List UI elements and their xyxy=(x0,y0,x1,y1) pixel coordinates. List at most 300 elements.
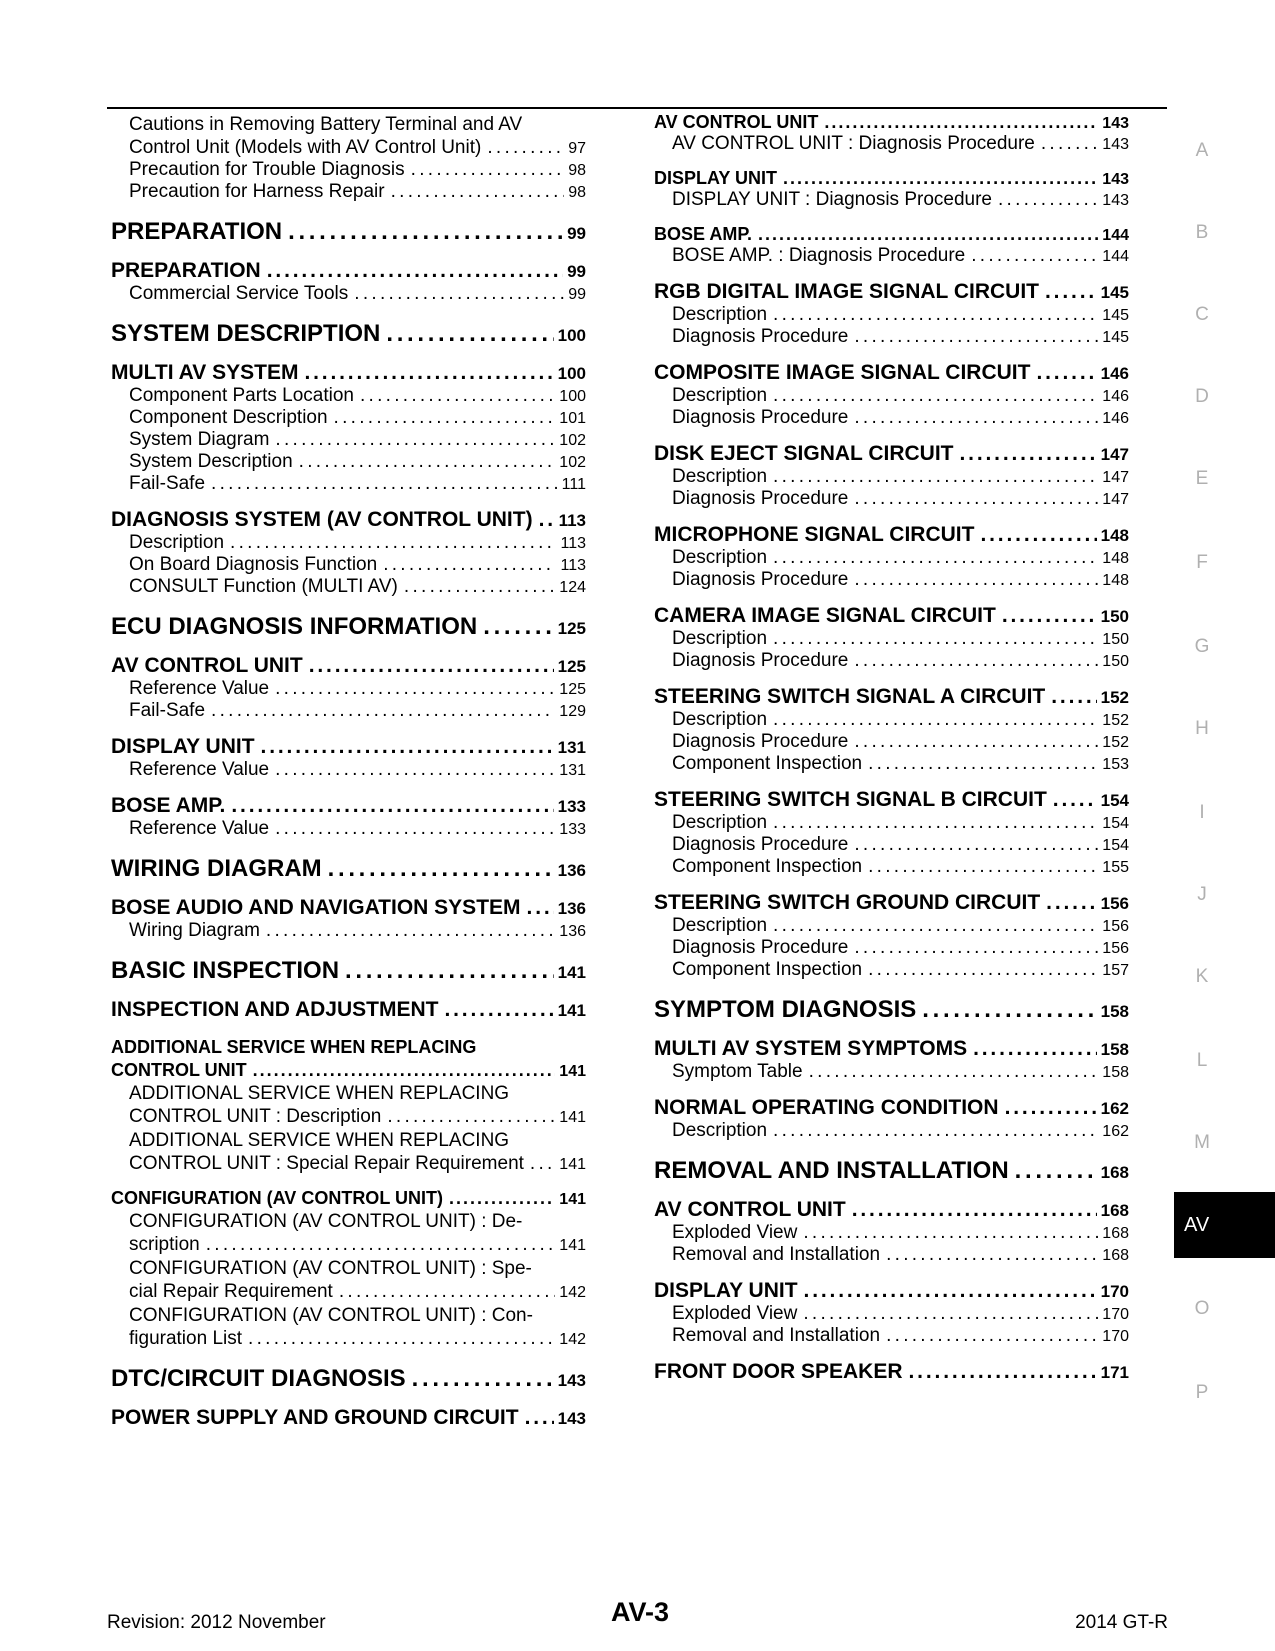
toc-leader-dots xyxy=(449,1188,555,1209)
toc-leader-dots xyxy=(387,1106,555,1128)
toc-entry-title: BOSE AUDIO AND NAVIGATION SYSTEM xyxy=(111,896,521,919)
toc-entry-title: RGB DIGITAL IMAGE SIGNAL CIRCUIT xyxy=(654,280,1040,303)
toc-entry[interactable] xyxy=(654,523,1129,547)
toc-leader-dots xyxy=(773,547,1098,569)
toc-entry[interactable] xyxy=(111,218,586,246)
toc-entry-title: SYMPTOM DIAGNOSIS xyxy=(654,996,917,1023)
toc-entry[interactable] xyxy=(111,576,586,598)
toc-entry[interactable] xyxy=(111,451,586,473)
toc-page-number: 142 xyxy=(559,1284,586,1301)
toc-leader-dots xyxy=(231,794,553,818)
toc-leader-dots xyxy=(539,508,555,532)
toc-page-number: 131 xyxy=(557,738,586,757)
toc-page-number: 148 xyxy=(1100,526,1129,545)
toc-leader-dots xyxy=(773,915,1098,937)
toc-leader-dots xyxy=(211,473,558,495)
toc-entry-title: Diagnosis Procedure xyxy=(672,569,849,590)
toc-entry-title: Diagnosis Procedure xyxy=(672,407,849,428)
toc-entry-title: Exploded View xyxy=(672,1222,798,1243)
toc-entry-title: CONSULT Function (MULTI AV) xyxy=(129,576,398,597)
toc-page-number: 157 xyxy=(1102,962,1129,979)
toc-entry[interactable] xyxy=(111,181,586,203)
toc-leader-dots xyxy=(854,326,1098,348)
toc-entry-title: Component Description xyxy=(129,407,328,428)
toc-page-number: 147 xyxy=(1100,445,1129,464)
toc-entry[interactable] xyxy=(654,1244,1129,1266)
toc-page-number: 142 xyxy=(559,1331,586,1348)
toc-entry-title: Diagnosis Procedure xyxy=(672,731,849,752)
toc-leader-dots xyxy=(922,996,1096,1024)
toc-entry[interactable] xyxy=(111,407,586,429)
toc-entry[interactable] xyxy=(111,759,586,781)
toc-leader-dots xyxy=(886,1325,1098,1347)
toc-leader-dots xyxy=(275,759,555,781)
toc-entry[interactable] xyxy=(654,891,1129,915)
toc-entry-title: POWER SUPPLY AND GROUND CIRCUIT xyxy=(111,1406,519,1429)
toc-leader-dots xyxy=(971,245,1098,267)
toc-leader-dots xyxy=(266,920,555,942)
toc-entry[interactable] xyxy=(654,856,1129,878)
toc-entry[interactable] xyxy=(654,915,1129,937)
toc-leader-dots xyxy=(304,361,553,385)
toc-entry[interactable] xyxy=(654,604,1129,628)
toc-page-number: 100 xyxy=(559,388,586,405)
toc-page-number: 141 xyxy=(559,1063,586,1080)
toc-entry[interactable] xyxy=(111,1188,586,1209)
toc-page-number: 156 xyxy=(1102,940,1129,957)
toc-entry-title: AV CONTROL UNIT : Diagnosis Procedure xyxy=(672,133,1035,154)
toc-entry[interactable] xyxy=(654,547,1129,569)
toc-page-number: 141 xyxy=(557,1001,586,1020)
section-index-letter[interactable]: P xyxy=(1195,1382,1209,1403)
toc-leader-dots xyxy=(261,735,554,759)
toc-entry[interactable] xyxy=(654,442,1129,466)
toc-entry-title: CONTROL UNIT : Special Repair Requirement xyxy=(129,1153,524,1174)
toc-entry[interactable] xyxy=(111,998,586,1022)
toc-page-number: 141 xyxy=(559,1191,586,1208)
toc-page-number: 146 xyxy=(1102,388,1129,405)
toc-page-number: 162 xyxy=(1102,1123,1129,1140)
toc-entry[interactable] xyxy=(111,508,586,532)
toc-entry[interactable] xyxy=(654,385,1129,407)
toc-leader-dots xyxy=(386,320,553,348)
toc-leader-dots xyxy=(1053,788,1097,812)
toc-leader-dots xyxy=(854,407,1098,429)
toc-entry[interactable] xyxy=(654,959,1129,981)
toc-page-number: 150 xyxy=(1102,631,1129,648)
toc-entry-title: AV CONTROL UNIT xyxy=(654,112,819,132)
toc-leader-dots xyxy=(803,1303,1098,1325)
toc-leader-dots xyxy=(809,1061,1099,1083)
toc-entry-title: System Diagram xyxy=(129,429,270,450)
toc-entry[interactable] xyxy=(654,1096,1129,1120)
current-section-tab[interactable]: AV xyxy=(1174,1192,1275,1258)
toc-entry[interactable] xyxy=(111,554,586,576)
toc-page-number: 141 xyxy=(559,1156,586,1173)
toc-entry[interactable] xyxy=(654,326,1129,348)
toc-entry[interactable] xyxy=(111,283,586,305)
toc-leader-dots xyxy=(980,523,1096,547)
toc-entry-title: scription xyxy=(129,1234,200,1255)
toc-leader-dots xyxy=(773,812,1098,834)
toc-entry-title: PREPARATION xyxy=(111,218,283,245)
footer-revision: Revision: 2012 November xyxy=(107,1612,326,1633)
toc-entry[interactable] xyxy=(654,628,1129,650)
toc-entry[interactable] xyxy=(654,133,1129,155)
toc-leader-dots xyxy=(909,1360,1097,1384)
toc-page-number: 150 xyxy=(1102,653,1129,670)
toc-page-number: 145 xyxy=(1102,329,1129,346)
toc-page-number: 136 xyxy=(557,899,586,918)
toc-entry-title: BASIC INSPECTION xyxy=(111,957,340,984)
toc-entry[interactable] xyxy=(654,245,1129,267)
toc-entry-title: Description xyxy=(672,628,768,649)
toc-leader-dots xyxy=(230,532,556,554)
toc-page-number: 113 xyxy=(560,557,586,574)
toc-entry[interactable] xyxy=(111,1303,586,1350)
toc-leader-dots xyxy=(773,1120,1098,1142)
toc-page-number: 98 xyxy=(568,162,586,179)
toc-entry-title: Diagnosis Procedure xyxy=(672,326,849,347)
footer-model: 2014 GT-R xyxy=(1075,1612,1168,1633)
toc-entry-title: DISPLAY UNIT xyxy=(654,1279,798,1302)
toc-page-number: 111 xyxy=(561,476,586,493)
toc-entry-title: AV CONTROL UNIT xyxy=(654,1198,846,1221)
toc-leader-dots xyxy=(854,834,1098,856)
toc-entry[interactable] xyxy=(654,709,1129,731)
toc-entry[interactable] xyxy=(654,280,1129,304)
toc-leader-dots xyxy=(360,385,555,407)
section-index-letter[interactable]: F xyxy=(1196,552,1208,573)
toc-leader-dots xyxy=(868,959,1098,981)
toc-entry-title: Component Inspection xyxy=(672,753,863,774)
toc-entry[interactable] xyxy=(654,407,1129,429)
toc-entry[interactable] xyxy=(111,361,586,385)
toc-leader-dots xyxy=(854,731,1098,753)
section-index-letter[interactable]: I xyxy=(1199,802,1205,823)
toc-entry[interactable] xyxy=(111,112,586,159)
toc-leader-dots xyxy=(404,576,555,598)
toc-entry[interactable] xyxy=(111,1256,586,1303)
toc-entry[interactable] xyxy=(111,320,586,348)
toc-page-number: 158 xyxy=(1100,1002,1129,1021)
toc-entry-title: STEERING SWITCH GROUND CIRCUIT xyxy=(654,891,1041,914)
toc-leader-dots xyxy=(383,554,556,576)
toc-entry[interactable] xyxy=(654,1222,1129,1244)
toc-leader-dots xyxy=(854,569,1098,591)
toc-entry[interactable] xyxy=(654,112,1129,133)
toc-page-number: 124 xyxy=(559,579,586,596)
toc-page-number: 147 xyxy=(1102,469,1129,486)
toc-page-number: 141 xyxy=(559,1109,586,1126)
toc-entry[interactable] xyxy=(654,304,1129,326)
toc-entry-title: Component Parts Location xyxy=(129,385,354,406)
toc-entry[interactable] xyxy=(111,957,586,985)
toc-entry[interactable] xyxy=(654,224,1129,245)
toc-leader-dots xyxy=(1036,361,1096,385)
toc-entry-title: REMOVAL AND INSTALLATION xyxy=(654,1157,1009,1184)
toc-entry[interactable] xyxy=(654,812,1129,834)
toc-leader-dots xyxy=(483,613,553,641)
toc-entry[interactable] xyxy=(654,466,1129,488)
section-index-letter[interactable]: K xyxy=(1195,966,1209,987)
toc-entry[interactable] xyxy=(111,429,586,451)
toc-leader-dots xyxy=(525,1406,554,1430)
toc-entry[interactable] xyxy=(654,1279,1129,1303)
toc-leader-dots xyxy=(1005,1096,1097,1120)
toc-entry[interactable] xyxy=(654,488,1129,510)
toc-page-number: 141 xyxy=(559,1237,586,1254)
toc-page-number: 100 xyxy=(557,326,586,345)
toc-leader-dots xyxy=(248,1328,555,1350)
toc-page-number: 154 xyxy=(1102,837,1129,854)
toc-right-column xyxy=(654,112,1129,1384)
toc-entry-title: figuration List xyxy=(129,1328,243,1349)
toc-page-number: 170 xyxy=(1100,1282,1129,1301)
toc-leader-dots xyxy=(391,181,565,203)
toc-entry-title: Description xyxy=(672,812,768,833)
toc-leader-dots xyxy=(773,466,1098,488)
toc-page-number: 99 xyxy=(567,224,586,243)
toc-entry[interactable] xyxy=(111,613,586,641)
toc-entry[interactable] xyxy=(654,1303,1129,1325)
toc-page-number: 125 xyxy=(559,681,586,698)
toc-leader-dots xyxy=(1045,280,1097,304)
toc-leader-dots xyxy=(334,407,556,429)
toc-entry-title: Wiring Diagram xyxy=(129,920,260,941)
toc-entry[interactable] xyxy=(654,996,1129,1024)
toc-leader-dots xyxy=(1051,685,1096,709)
toc-entry[interactable] xyxy=(111,735,586,759)
toc-page-number: 168 xyxy=(1100,1163,1129,1182)
toc-entry-title-line: CONFIGURATION (AV CONTROL UNIT) : De- xyxy=(129,1211,523,1232)
toc-entry-title: MULTI AV SYSTEM SYMPTOMS xyxy=(654,1037,968,1060)
toc-entry[interactable] xyxy=(654,1120,1129,1142)
toc-page-number: 143 xyxy=(1102,115,1129,132)
toc-entry-title: STEERING SWITCH SIGNAL A CIRCUIT xyxy=(654,685,1046,708)
toc-entry-title-line: CONFIGURATION (AV CONTROL UNIT) : Con- xyxy=(129,1305,533,1326)
toc-entry[interactable] xyxy=(111,1081,586,1128)
toc-leader-dots xyxy=(211,700,555,722)
toc-entry[interactable] xyxy=(111,259,586,283)
toc-entry[interactable] xyxy=(654,937,1129,959)
toc-entry-title: Reference Value xyxy=(129,678,270,699)
section-index-letter[interactable]: B xyxy=(1195,222,1209,243)
toc-leader-dots xyxy=(854,650,1098,672)
toc-leader-dots xyxy=(275,678,555,700)
toc-page-number: 170 xyxy=(1102,1306,1129,1323)
toc-leader-dots xyxy=(773,628,1098,650)
toc-entry-title: CONTROL UNIT xyxy=(111,1060,247,1080)
section-index-letter[interactable]: D xyxy=(1195,386,1209,407)
section-index-letter[interactable]: L xyxy=(1196,1050,1208,1071)
toc-entry-title-line: ADDITIONAL SERVICE WHEN REPLACING xyxy=(111,1037,477,1057)
toc-leader-dots xyxy=(1002,604,1097,628)
toc-entry-title: AV CONTROL UNIT xyxy=(111,654,303,677)
toc-entry-title-line: ADDITIONAL SERVICE WHEN REPLACING xyxy=(129,1130,510,1151)
toc-entry-title: Removal and Installation xyxy=(672,1325,881,1346)
toc-leader-dots xyxy=(299,451,556,473)
toc-entry[interactable] xyxy=(654,569,1129,591)
toc-entry-title: DISPLAY UNIT : Diagnosis Procedure xyxy=(672,189,992,210)
section-index-letter[interactable]: A xyxy=(1195,140,1209,161)
toc-entry-title-line: Cautions in Removing Battery Terminal and AV xyxy=(129,114,523,135)
toc-page-number: 133 xyxy=(559,821,586,838)
toc-page-number: 131 xyxy=(559,762,586,779)
toc-entry[interactable] xyxy=(111,1128,586,1175)
toc-entry[interactable] xyxy=(111,473,586,495)
toc-entry-title: Diagnosis Procedure xyxy=(672,650,849,671)
toc-page-number: 168 xyxy=(1102,1225,1129,1242)
toc-entry[interactable] xyxy=(654,731,1129,753)
toc-entry-title: Component Inspection xyxy=(672,856,863,877)
toc-entry[interactable] xyxy=(111,818,586,840)
toc-entry-title: Diagnosis Procedure xyxy=(672,834,849,855)
toc-entry[interactable] xyxy=(111,896,586,920)
toc-entry[interactable] xyxy=(111,855,586,883)
toc-page-number: 125 xyxy=(557,619,586,638)
toc-page-number: 170 xyxy=(1102,1328,1129,1345)
toc-entry[interactable] xyxy=(654,1325,1129,1347)
toc-leader-dots xyxy=(1041,133,1098,155)
toc-page-number: 158 xyxy=(1100,1040,1129,1059)
toc-entry[interactable] xyxy=(654,1157,1129,1185)
toc-entry-title: Commercial Service Tools xyxy=(129,283,349,304)
toc-leader-dots xyxy=(1015,1157,1097,1185)
toc-entry[interactable] xyxy=(654,1360,1129,1384)
toc-entry[interactable] xyxy=(654,685,1129,709)
toc-leader-dots xyxy=(854,488,1098,510)
toc-entry[interactable] xyxy=(111,678,586,700)
toc-entry-title: Component Inspection xyxy=(672,959,863,980)
toc-entry-title: Description xyxy=(129,532,225,553)
toc-leader-dots xyxy=(275,429,555,451)
toc-leader-dots xyxy=(854,937,1098,959)
toc-entry[interactable] xyxy=(654,361,1129,385)
toc-page-number: 125 xyxy=(557,657,586,676)
toc-entry[interactable] xyxy=(111,654,586,678)
section-index-letter[interactable]: C xyxy=(1195,304,1209,325)
toc-entry-title: Reference Value xyxy=(129,759,270,780)
toc-entry-title: System Description xyxy=(129,451,293,472)
toc-entry-title: Control Unit (Models with AV Control Unit) xyxy=(129,137,482,158)
toc-entry[interactable] xyxy=(654,788,1129,812)
toc-entry-title: Description xyxy=(672,709,768,730)
toc-leader-dots xyxy=(852,1198,1097,1222)
toc-entry[interactable] xyxy=(111,159,586,181)
toc-left-column xyxy=(111,112,586,1430)
toc-entry-title: BOSE AMP. xyxy=(111,794,226,817)
toc-entry[interactable] xyxy=(654,1198,1129,1222)
toc-page-number: 144 xyxy=(1102,248,1129,265)
toc-entry[interactable] xyxy=(111,794,586,818)
toc-entry[interactable] xyxy=(654,1037,1129,1061)
toc-entry-title: WIRING DIAGRAM xyxy=(111,855,322,882)
toc-leader-dots xyxy=(530,1153,555,1175)
footer-page-code: AV-3 xyxy=(610,1597,670,1627)
toc-entry-title: STEERING SWITCH SIGNAL B CIRCUIT xyxy=(654,788,1047,811)
toc-page-number: 148 xyxy=(1102,550,1129,567)
toc-entry-title: MULTI AV SYSTEM xyxy=(111,361,299,384)
toc-leader-dots xyxy=(288,218,563,246)
toc-leader-dots xyxy=(824,112,1098,133)
toc-entry-title: FRONT DOOR SPEAKER xyxy=(654,1360,903,1383)
section-index-letter[interactable]: J xyxy=(1197,884,1207,905)
toc-entry[interactable] xyxy=(111,1035,586,1081)
toc-entry-title: PREPARATION xyxy=(111,259,261,282)
section-index-letter[interactable]: G xyxy=(1194,636,1210,657)
toc-entry-title: Exploded View xyxy=(672,1303,798,1324)
toc-entry[interactable] xyxy=(111,385,586,407)
section-index-letter[interactable]: O xyxy=(1194,1298,1210,1319)
toc-entry-title: Description xyxy=(672,466,768,487)
toc-entry[interactable] xyxy=(654,834,1129,856)
toc-page-number: 143 xyxy=(1102,136,1129,153)
toc-leader-dots xyxy=(527,896,554,920)
toc-leader-dots xyxy=(253,1060,556,1081)
toc-entry-title: DTC/CIRCUIT DIAGNOSIS xyxy=(111,1365,406,1392)
section-index-letter[interactable]: E xyxy=(1195,468,1209,489)
toc-entry-title: SYSTEM DESCRIPTION xyxy=(111,320,381,347)
toc-entry-title: DIAGNOSIS SYSTEM (AV CONTROL UNIT) xyxy=(111,508,533,531)
toc-page-number: 98 xyxy=(568,184,586,201)
toc-entry[interactable] xyxy=(654,168,1129,189)
toc-leader-dots xyxy=(309,654,554,678)
toc-entry[interactable] xyxy=(111,920,586,942)
toc-entry[interactable] xyxy=(654,650,1129,672)
toc-page-number: 102 xyxy=(559,432,586,449)
toc-entry-title: DISPLAY UNIT xyxy=(111,735,255,758)
toc-entry-title: ECU DIAGNOSIS INFORMATION xyxy=(111,613,478,640)
toc-leader-dots xyxy=(206,1234,556,1256)
toc-entry[interactable] xyxy=(111,532,586,554)
toc-leader-dots xyxy=(959,442,1096,466)
toc-entry[interactable] xyxy=(654,189,1129,211)
toc-page-number: 156 xyxy=(1100,894,1129,913)
toc-entry-title: Description xyxy=(672,915,768,936)
toc-entry[interactable] xyxy=(111,1406,586,1430)
toc-page-number: 144 xyxy=(1102,227,1129,244)
toc-entry-title: Precaution for Trouble Diagnosis xyxy=(129,159,405,180)
toc-entry-title: Description xyxy=(672,304,768,325)
toc-page-number: 143 xyxy=(1102,192,1129,209)
toc-page-number: 168 xyxy=(1102,1247,1129,1264)
toc-page-number: 152 xyxy=(1102,712,1129,729)
toc-page-number: 136 xyxy=(559,923,586,940)
toc-leader-dots xyxy=(783,168,1098,189)
toc-entry[interactable] xyxy=(111,1365,586,1393)
toc-page-number: 158 xyxy=(1102,1064,1129,1081)
toc-entry[interactable] xyxy=(654,753,1129,775)
section-index-letter[interactable]: M xyxy=(1194,1132,1210,1153)
toc-entry[interactable] xyxy=(111,1209,586,1256)
toc-page-number: 152 xyxy=(1100,688,1129,707)
toc-page-number: 154 xyxy=(1102,815,1129,832)
toc-entry[interactable] xyxy=(654,1061,1129,1083)
toc-page-number: 129 xyxy=(559,703,586,720)
toc-leader-dots xyxy=(411,159,565,181)
toc-leader-dots xyxy=(345,957,554,985)
toc-entry-title: Symptom Table xyxy=(672,1061,803,1082)
toc-page-number: 99 xyxy=(567,262,586,281)
toc-entry[interactable] xyxy=(111,700,586,722)
toc-entry-title: Diagnosis Procedure xyxy=(672,937,849,958)
section-index-letter[interactable]: H xyxy=(1195,718,1209,739)
toc-page-number: 150 xyxy=(1100,607,1129,626)
toc-entry-title: BOSE AMP. : Diagnosis Procedure xyxy=(672,245,966,266)
toc-page-number: 143 xyxy=(1102,171,1129,188)
toc-entry-title: Removal and Installation xyxy=(672,1244,881,1265)
